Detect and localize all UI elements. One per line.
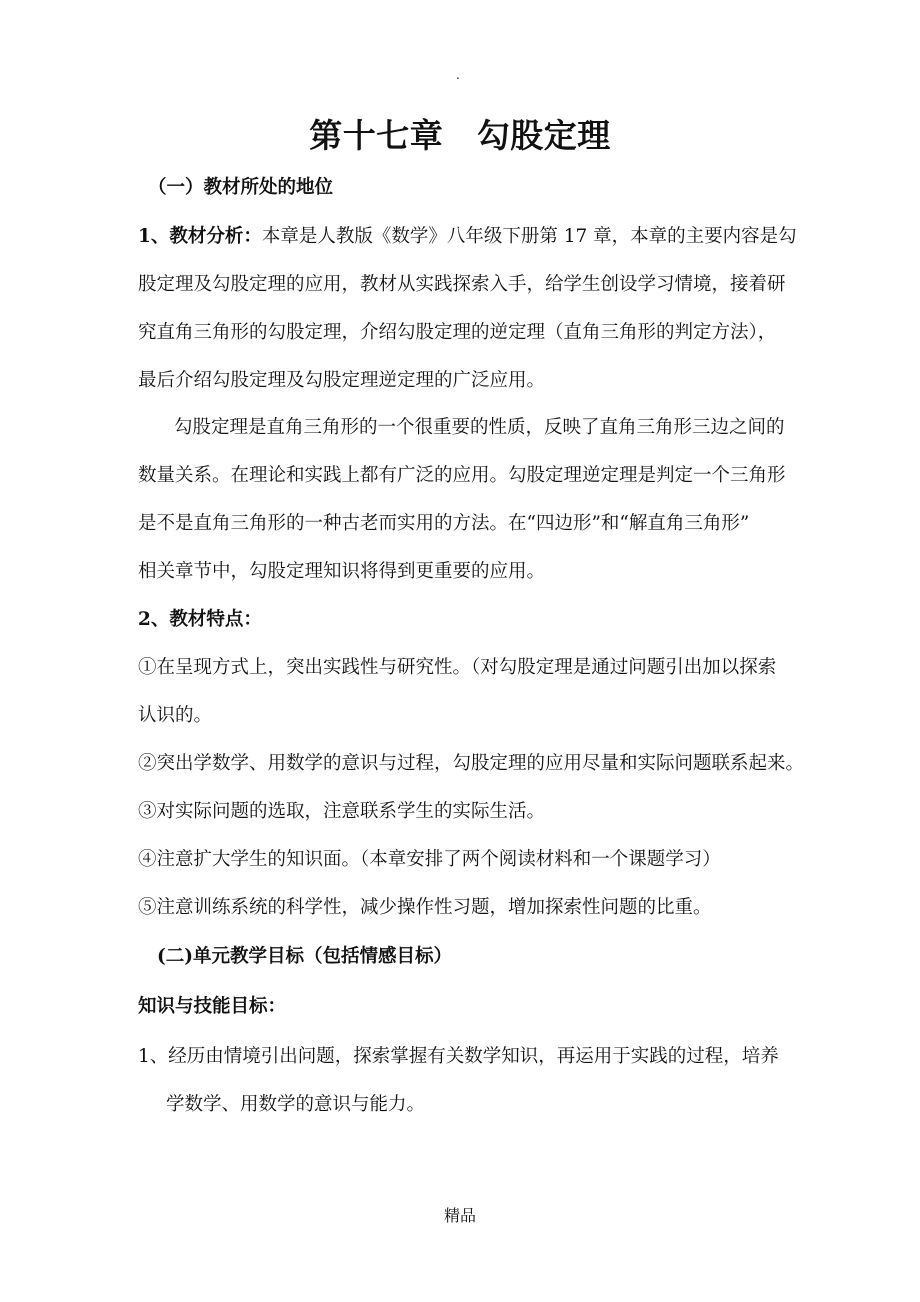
section2-heading: (二)单元教学目标（包括情感目标）	[157, 946, 453, 967]
analysis-line-4: 最后介绍勾股定理及勾股定理逆定理的广泛应用。	[138, 370, 546, 391]
goal-line-1: 1、经历由情境引出问题，探索掌握有关数学知识，再运用于实践的过程，培养	[138, 1046, 779, 1067]
section1-heading: （一）教材所处的地位	[148, 177, 334, 198]
page-footer: 精品	[443, 1206, 476, 1225]
header-dot: .	[456, 68, 460, 82]
feature-item-1-cont: 认识的。	[138, 705, 213, 726]
feature-item-2: ②突出学数学、用数学的意识与过程，勾股定理的应用尽量和实际问题联系起来。	[138, 753, 805, 774]
analysis-line-3: 究直角三角形的勾股定理，介绍勾股定理的逆定理（直角三角形的判定方法），	[138, 322, 777, 343]
chapter-title: 第十七章 勾股定理	[309, 116, 611, 155]
analysis-line-2: 股定理及勾股定理的应用，教材从实践探索入手，给学生创设学习情境，接着研	[138, 274, 786, 295]
goal-line-2: 学数学、用数学的意识与能力。	[166, 1094, 426, 1115]
section2-subheading: 知识与技能目标：	[138, 996, 287, 1017]
paragraph2-line-2: 数量关系。在理论和实践上都有广泛的应用。勾股定理逆定理是判定一个三角形	[138, 465, 786, 486]
features-label: 2、教材特点：	[138, 609, 262, 630]
feature-item-4: ④注意扩大学生的知识面。（本章安排了两个阅读材料和一个课题学习）	[138, 849, 721, 870]
analysis-label: 1、教材分析：	[138, 226, 262, 247]
paragraph2-line-1: 勾股定理是直角三角形的一个很重要的性质，反映了直角三角形三边之间的	[174, 417, 785, 438]
feature-item-3: ③对实际问题的选取，注意联系学生的实际生活。	[138, 801, 546, 822]
feature-item-5: ⑤注意训练系统的科学性，减少操作性习题，增加探索性问题的比重。	[138, 897, 712, 918]
analysis-line-1	[138, 224, 797, 250]
feature-item-1: ①在呈现方式上，突出实践性与研究性。（对勾股定理是通过问题引出加以探索	[138, 657, 777, 678]
analysis-text: 本章是人教版《数学》八年级下册第 17 章，本章的主要内容是勾	[261, 226, 797, 247]
paragraph2-line-3: 是不是直角三角形的一种古老而实用的方法。在“四边形”和“解直角三角形”	[138, 513, 750, 534]
paragraph2-line-4: 相关章节中，勾股定理知识将得到更重要的应用。	[138, 561, 546, 582]
